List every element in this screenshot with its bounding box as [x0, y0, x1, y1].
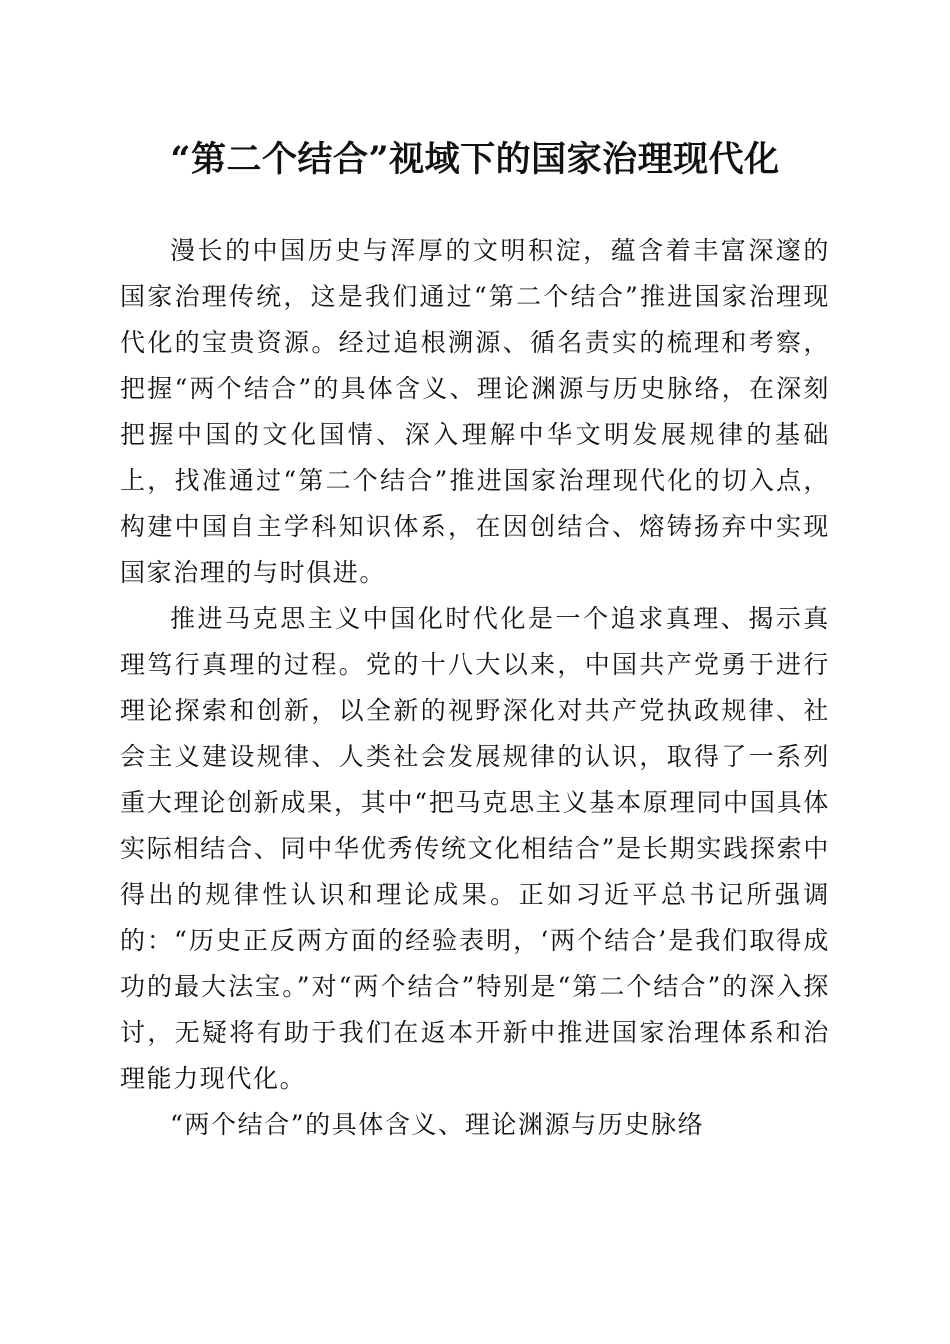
- paragraph-marxism: 推进马克思主义中国化时代化是一个追求真理、揭示真理笃行真理的过程。党的十八大以来，中国共产党勇于进行理论探索和创新，以全新的视野深化对共产党执政规律、社会主义建设规律、人类社会发展规律的认识，取得了一系列重大理论创新成果，其中“把马克思主义基本原理同中国具体实际相结合、同中华优秀传统文化相结合”是长期实践探索中得出的规律性认识和理论成果。正如习近平总书记所强调的：“历史正反两方面的经验表明，‘两个结合’是我们取得成功的最大法宝。”对“两个结合”特别是“第二个结合”的深入探讨，无疑将有助于我们在返本开新中推进国家治理体系和治理能力现代化。: [120, 604, 830, 1093]
- document-body: [120, 228, 830, 1148]
- section-subheading: “两个结合”的具体含义、理论渊源与历史脉络: [170, 1110, 705, 1139]
- paragraph-intro: 漫长的中国历史与浑厚的文明积淀，蕴含着丰富深邃的国家治理传统，这是我们通过“第二个结合”推进国家治理现代化的宝贵资源。经过追根溯源、循名责实的梳理和考察，把握“两个结合”的具体含义、理论渊源与历史脉络，在深刻把握中国的文化国情、深入理解中华文明发展规律的基础上，找准通过“第二个结合”推进国家治理现代化的切入点，构建中国自主学科知识体系，在因创结合、熔铸扬弃中实现国家治理的与时俱进。: [120, 236, 830, 587]
- document-title: “第二个结合”视域下的国家治理现代化: [170, 139, 780, 180]
